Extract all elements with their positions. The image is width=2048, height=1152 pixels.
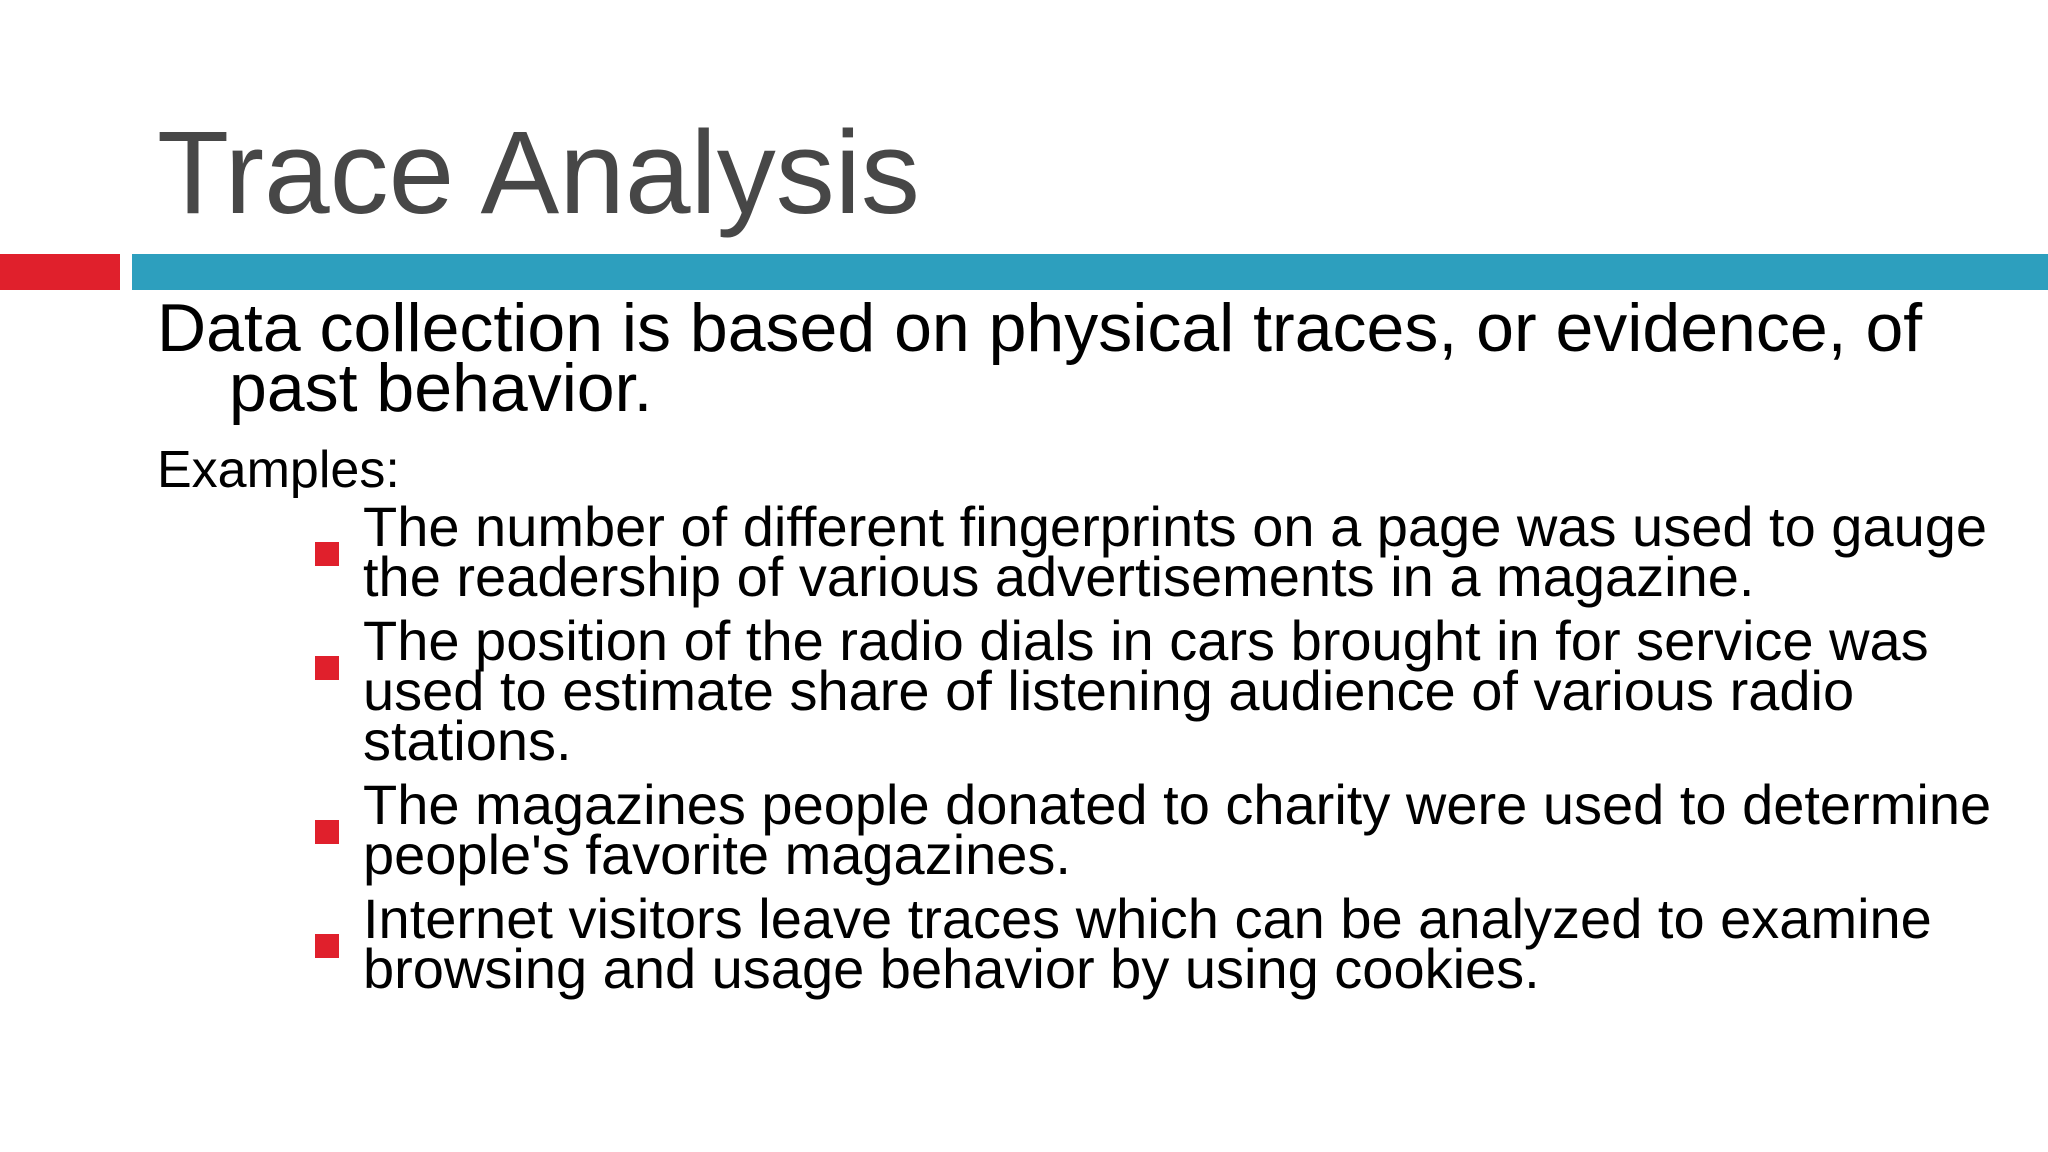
list-item-text: Internet visitors leave traces which can be analyzed to examine browsing and usage behavior by using cookies.: [363, 887, 1932, 1000]
square-bullet-icon: [315, 636, 339, 660]
square-bullet-icon: [315, 522, 339, 546]
square-bullet-icon: [315, 800, 339, 824]
list-item-text: The magazines people donated to charity were used to determine people's favorite magazines.: [363, 773, 1992, 886]
list-item-text: The position of the radio dials in cars brought in for service was used to estimate share of listening audience of various radio stations.: [363, 609, 1929, 772]
square-bullet-icon: [315, 914, 339, 938]
slide-title: Trace Analysis: [157, 107, 920, 239]
list-item: [313, 609, 2003, 772]
list-item-text: The number of different fingerprints on a page was used to gauge the readership of various advertisements in a magazine.: [363, 495, 1988, 608]
accent-bar-red: [0, 254, 120, 290]
accent-bar-teal: [132, 254, 2048, 290]
list-item: [313, 495, 2003, 608]
list-item: [313, 887, 2003, 1000]
examples-list: [313, 495, 2003, 1008]
examples-label: Examples:: [157, 441, 400, 499]
lead-paragraph: Data collection is based on physical traces, or evidence, of past behavior.: [157, 290, 1923, 426]
list-item: [313, 773, 2003, 886]
